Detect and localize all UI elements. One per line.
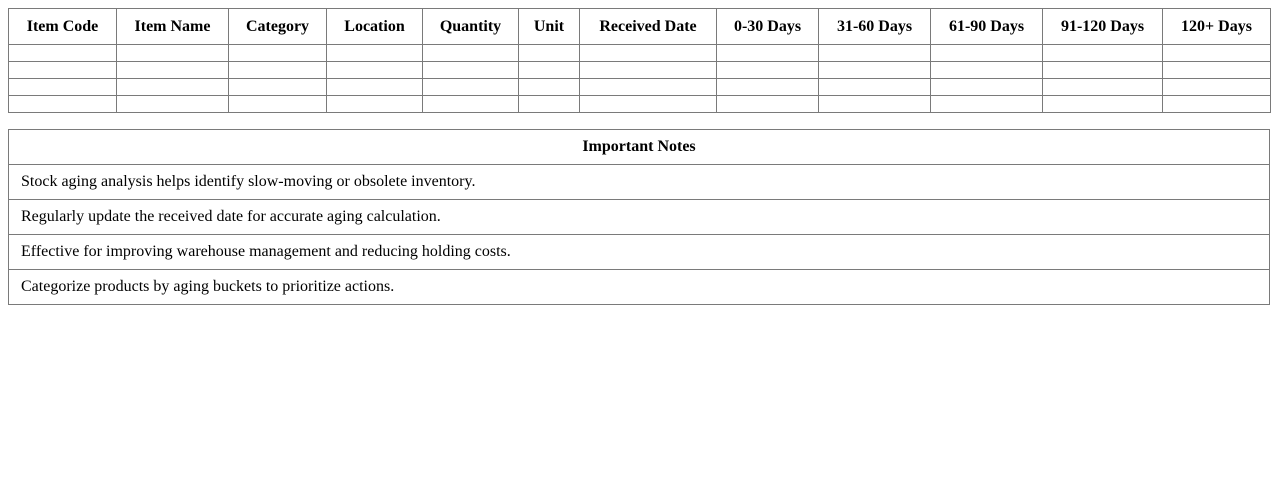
table-cell[interactable] <box>717 62 819 79</box>
table-cell[interactable] <box>819 96 931 113</box>
table-cell[interactable] <box>327 62 423 79</box>
notes-title: Important Notes <box>9 130 1270 165</box>
table-cell[interactable] <box>117 96 229 113</box>
table-cell[interactable] <box>931 62 1043 79</box>
table-cell[interactable] <box>327 96 423 113</box>
note-row <box>9 235 1270 270</box>
note-item: Effective for improving warehouse management and reducing holding costs. <box>9 235 1270 270</box>
table-cell[interactable] <box>931 45 1043 62</box>
header-0-30-days: 0-30 Days <box>717 9 819 45</box>
header-31-60-days: 31-60 Days <box>819 9 931 45</box>
table-cell[interactable] <box>1043 79 1163 96</box>
table-row <box>9 62 1271 79</box>
table-cell[interactable] <box>819 45 931 62</box>
table-cell[interactable] <box>580 62 717 79</box>
table-cell[interactable] <box>9 62 117 79</box>
table-cell[interactable] <box>423 62 519 79</box>
table-cell[interactable] <box>229 45 327 62</box>
table-cell[interactable] <box>9 45 117 62</box>
table-cell[interactable] <box>327 45 423 62</box>
note-item: Regularly update the received date for accurate aging calculation. <box>9 200 1270 235</box>
table-cell[interactable] <box>1043 45 1163 62</box>
table-cell[interactable] <box>580 96 717 113</box>
note-item: Categorize products by aging buckets to prioritize actions. <box>9 270 1270 305</box>
note-row <box>9 200 1270 235</box>
table-cell[interactable] <box>117 45 229 62</box>
table-cell[interactable] <box>9 79 117 96</box>
table-cell[interactable] <box>580 45 717 62</box>
table-cell[interactable] <box>1043 96 1163 113</box>
header-item-name: Item Name <box>117 9 229 45</box>
header-received-date: Received Date <box>580 9 717 45</box>
table-cell[interactable] <box>931 79 1043 96</box>
table-cell[interactable] <box>1163 62 1271 79</box>
header-location: Location <box>327 9 423 45</box>
header-61-90-days: 61-90 Days <box>931 9 1043 45</box>
table-cell[interactable] <box>327 79 423 96</box>
important-notes-table <box>8 129 1270 305</box>
table-cell[interactable] <box>819 62 931 79</box>
note-item: Stock aging analysis helps identify slow-moving or obsolete inventory. <box>9 165 1270 200</box>
header-quantity: Quantity <box>423 9 519 45</box>
header-category: Category <box>229 9 327 45</box>
table-cell[interactable] <box>1043 62 1163 79</box>
table-cell[interactable] <box>229 62 327 79</box>
table-cell[interactable] <box>717 96 819 113</box>
table-cell[interactable] <box>117 79 229 96</box>
note-row <box>9 165 1270 200</box>
table-cell[interactable] <box>931 96 1043 113</box>
table-cell[interactable] <box>519 45 580 62</box>
table-body <box>9 45 1271 113</box>
header-item-code: Item Code <box>9 9 117 45</box>
note-row <box>9 270 1270 305</box>
table-cell[interactable] <box>519 62 580 79</box>
table-cell[interactable] <box>717 45 819 62</box>
table-cell[interactable] <box>423 96 519 113</box>
header-91-120-days: 91-120 Days <box>1043 9 1163 45</box>
notes-header-row <box>9 130 1270 165</box>
table-cell[interactable] <box>1163 45 1271 62</box>
table-row <box>9 96 1271 113</box>
table-cell[interactable] <box>819 79 931 96</box>
table-row <box>9 79 1271 96</box>
table-cell[interactable] <box>1163 79 1271 96</box>
table-cell[interactable] <box>9 96 117 113</box>
stock-aging-table <box>8 8 1271 113</box>
table-row <box>9 45 1271 62</box>
table-cell[interactable] <box>229 96 327 113</box>
table-cell[interactable] <box>423 45 519 62</box>
header-unit: Unit <box>519 9 580 45</box>
table-cell[interactable] <box>580 79 717 96</box>
table-cell[interactable] <box>519 79 580 96</box>
table-cell[interactable] <box>423 79 519 96</box>
table-cell[interactable] <box>1163 96 1271 113</box>
table-header-row <box>9 9 1271 45</box>
header-120-plus-days: 120+ Days <box>1163 9 1271 45</box>
table-cell[interactable] <box>519 96 580 113</box>
table-cell[interactable] <box>717 79 819 96</box>
table-cell[interactable] <box>117 62 229 79</box>
table-cell[interactable] <box>229 79 327 96</box>
